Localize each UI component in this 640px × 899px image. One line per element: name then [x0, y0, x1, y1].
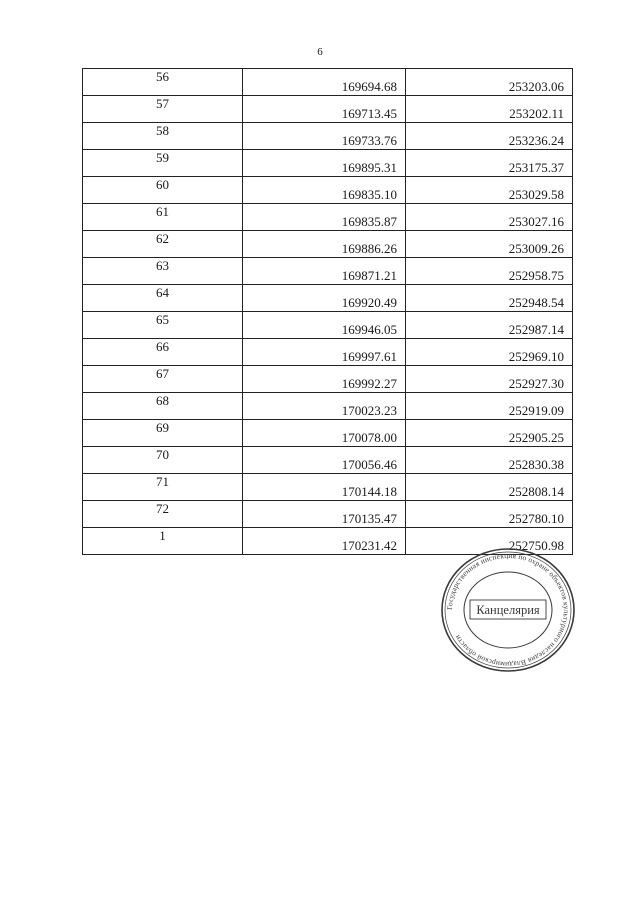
- x-coordinate-cell: 170231.42: [243, 528, 406, 555]
- point-number-cell: 56: [83, 69, 243, 96]
- table-row: [83, 69, 573, 96]
- x-coordinate-cell: 169733.76: [243, 123, 406, 150]
- x-coordinate-cell: 169992.27: [243, 366, 406, 393]
- point-number-cell: 67: [83, 366, 243, 393]
- point-number-cell: 71: [83, 474, 243, 501]
- y-coordinate-cell: 252919.09: [406, 393, 573, 420]
- table-row: [83, 177, 573, 204]
- point-number-cell: 68: [83, 393, 243, 420]
- x-coordinate-cell: 169835.10: [243, 177, 406, 204]
- table-row: [83, 96, 573, 123]
- y-coordinate-cell: 252969.10: [406, 339, 573, 366]
- page-number: 6: [317, 46, 323, 58]
- point-number-cell: 64: [83, 285, 243, 312]
- table-row: [83, 258, 573, 285]
- y-coordinate-cell: 253175.37: [406, 150, 573, 177]
- y-coordinate-cell: 252948.54: [406, 285, 573, 312]
- table-row: [83, 366, 573, 393]
- y-coordinate-cell: 252927.30: [406, 366, 573, 393]
- seal-stamp: [438, 545, 578, 675]
- point-number-cell: 69: [83, 420, 243, 447]
- y-coordinate-cell: 252750.98: [406, 528, 573, 555]
- y-coordinate-cell: 253202.11: [406, 96, 573, 123]
- y-coordinate-cell: 253027.16: [406, 204, 573, 231]
- table-row: [83, 204, 573, 231]
- point-number-cell: 58: [83, 123, 243, 150]
- table-row: [83, 285, 573, 312]
- y-coordinate-cell: 252987.14: [406, 312, 573, 339]
- x-coordinate-cell: 169871.21: [243, 258, 406, 285]
- x-coordinate-cell: 169713.45: [243, 96, 406, 123]
- point-number-cell: 61: [83, 204, 243, 231]
- coordinates-table-body: [83, 69, 573, 555]
- point-number-cell: 60: [83, 177, 243, 204]
- table-row: [83, 150, 573, 177]
- point-number-cell: 65: [83, 312, 243, 339]
- seal-ring-text: Государственная инспекция по охране объектов культурного наследия Владимирской области: [444, 550, 572, 670]
- y-coordinate-cell: 252808.14: [406, 474, 573, 501]
- x-coordinate-cell: 169835.87: [243, 204, 406, 231]
- y-coordinate-cell: 253203.06: [406, 69, 573, 96]
- coordinates-table: [82, 68, 573, 555]
- x-coordinate-cell: 170135.47: [243, 501, 406, 528]
- x-coordinate-cell: 170078.00: [243, 420, 406, 447]
- point-number-cell: 72: [83, 501, 243, 528]
- table-row: [83, 312, 573, 339]
- y-coordinate-cell: 252905.25: [406, 420, 573, 447]
- point-number-cell: 66: [83, 339, 243, 366]
- point-number-cell: 1: [83, 528, 243, 555]
- point-number-cell: 62: [83, 231, 243, 258]
- x-coordinate-cell: 169895.31: [243, 150, 406, 177]
- y-coordinate-cell: 253009.26: [406, 231, 573, 258]
- x-coordinate-cell: 169886.26: [243, 231, 406, 258]
- point-number-cell: 70: [83, 447, 243, 474]
- table-row: [83, 339, 573, 366]
- table-row: [83, 393, 573, 420]
- x-coordinate-cell: 169997.61: [243, 339, 406, 366]
- x-coordinate-cell: 169920.49: [243, 285, 406, 312]
- y-coordinate-cell: 252958.75: [406, 258, 573, 285]
- x-coordinate-cell: 169946.05: [243, 312, 406, 339]
- table-row: [83, 474, 573, 501]
- x-coordinate-cell: 170056.46: [243, 447, 406, 474]
- y-coordinate-cell: 253236.24: [406, 123, 573, 150]
- table-row: [83, 123, 573, 150]
- point-number-cell: 57: [83, 96, 243, 123]
- table-row: [83, 501, 573, 528]
- point-number-cell: 63: [83, 258, 243, 285]
- y-coordinate-cell: 252830.38: [406, 447, 573, 474]
- y-coordinate-cell: 252780.10: [406, 501, 573, 528]
- x-coordinate-cell: 170023.23: [243, 393, 406, 420]
- x-coordinate-cell: 169694.68: [243, 69, 406, 96]
- y-coordinate-cell: 253029.58: [406, 177, 573, 204]
- seal-center-text: Канцелярия: [476, 603, 540, 617]
- x-coordinate-cell: 170144.18: [243, 474, 406, 501]
- point-number-cell: 59: [83, 150, 243, 177]
- table-row: [83, 420, 573, 447]
- table-row: [83, 231, 573, 258]
- table-row: [83, 447, 573, 474]
